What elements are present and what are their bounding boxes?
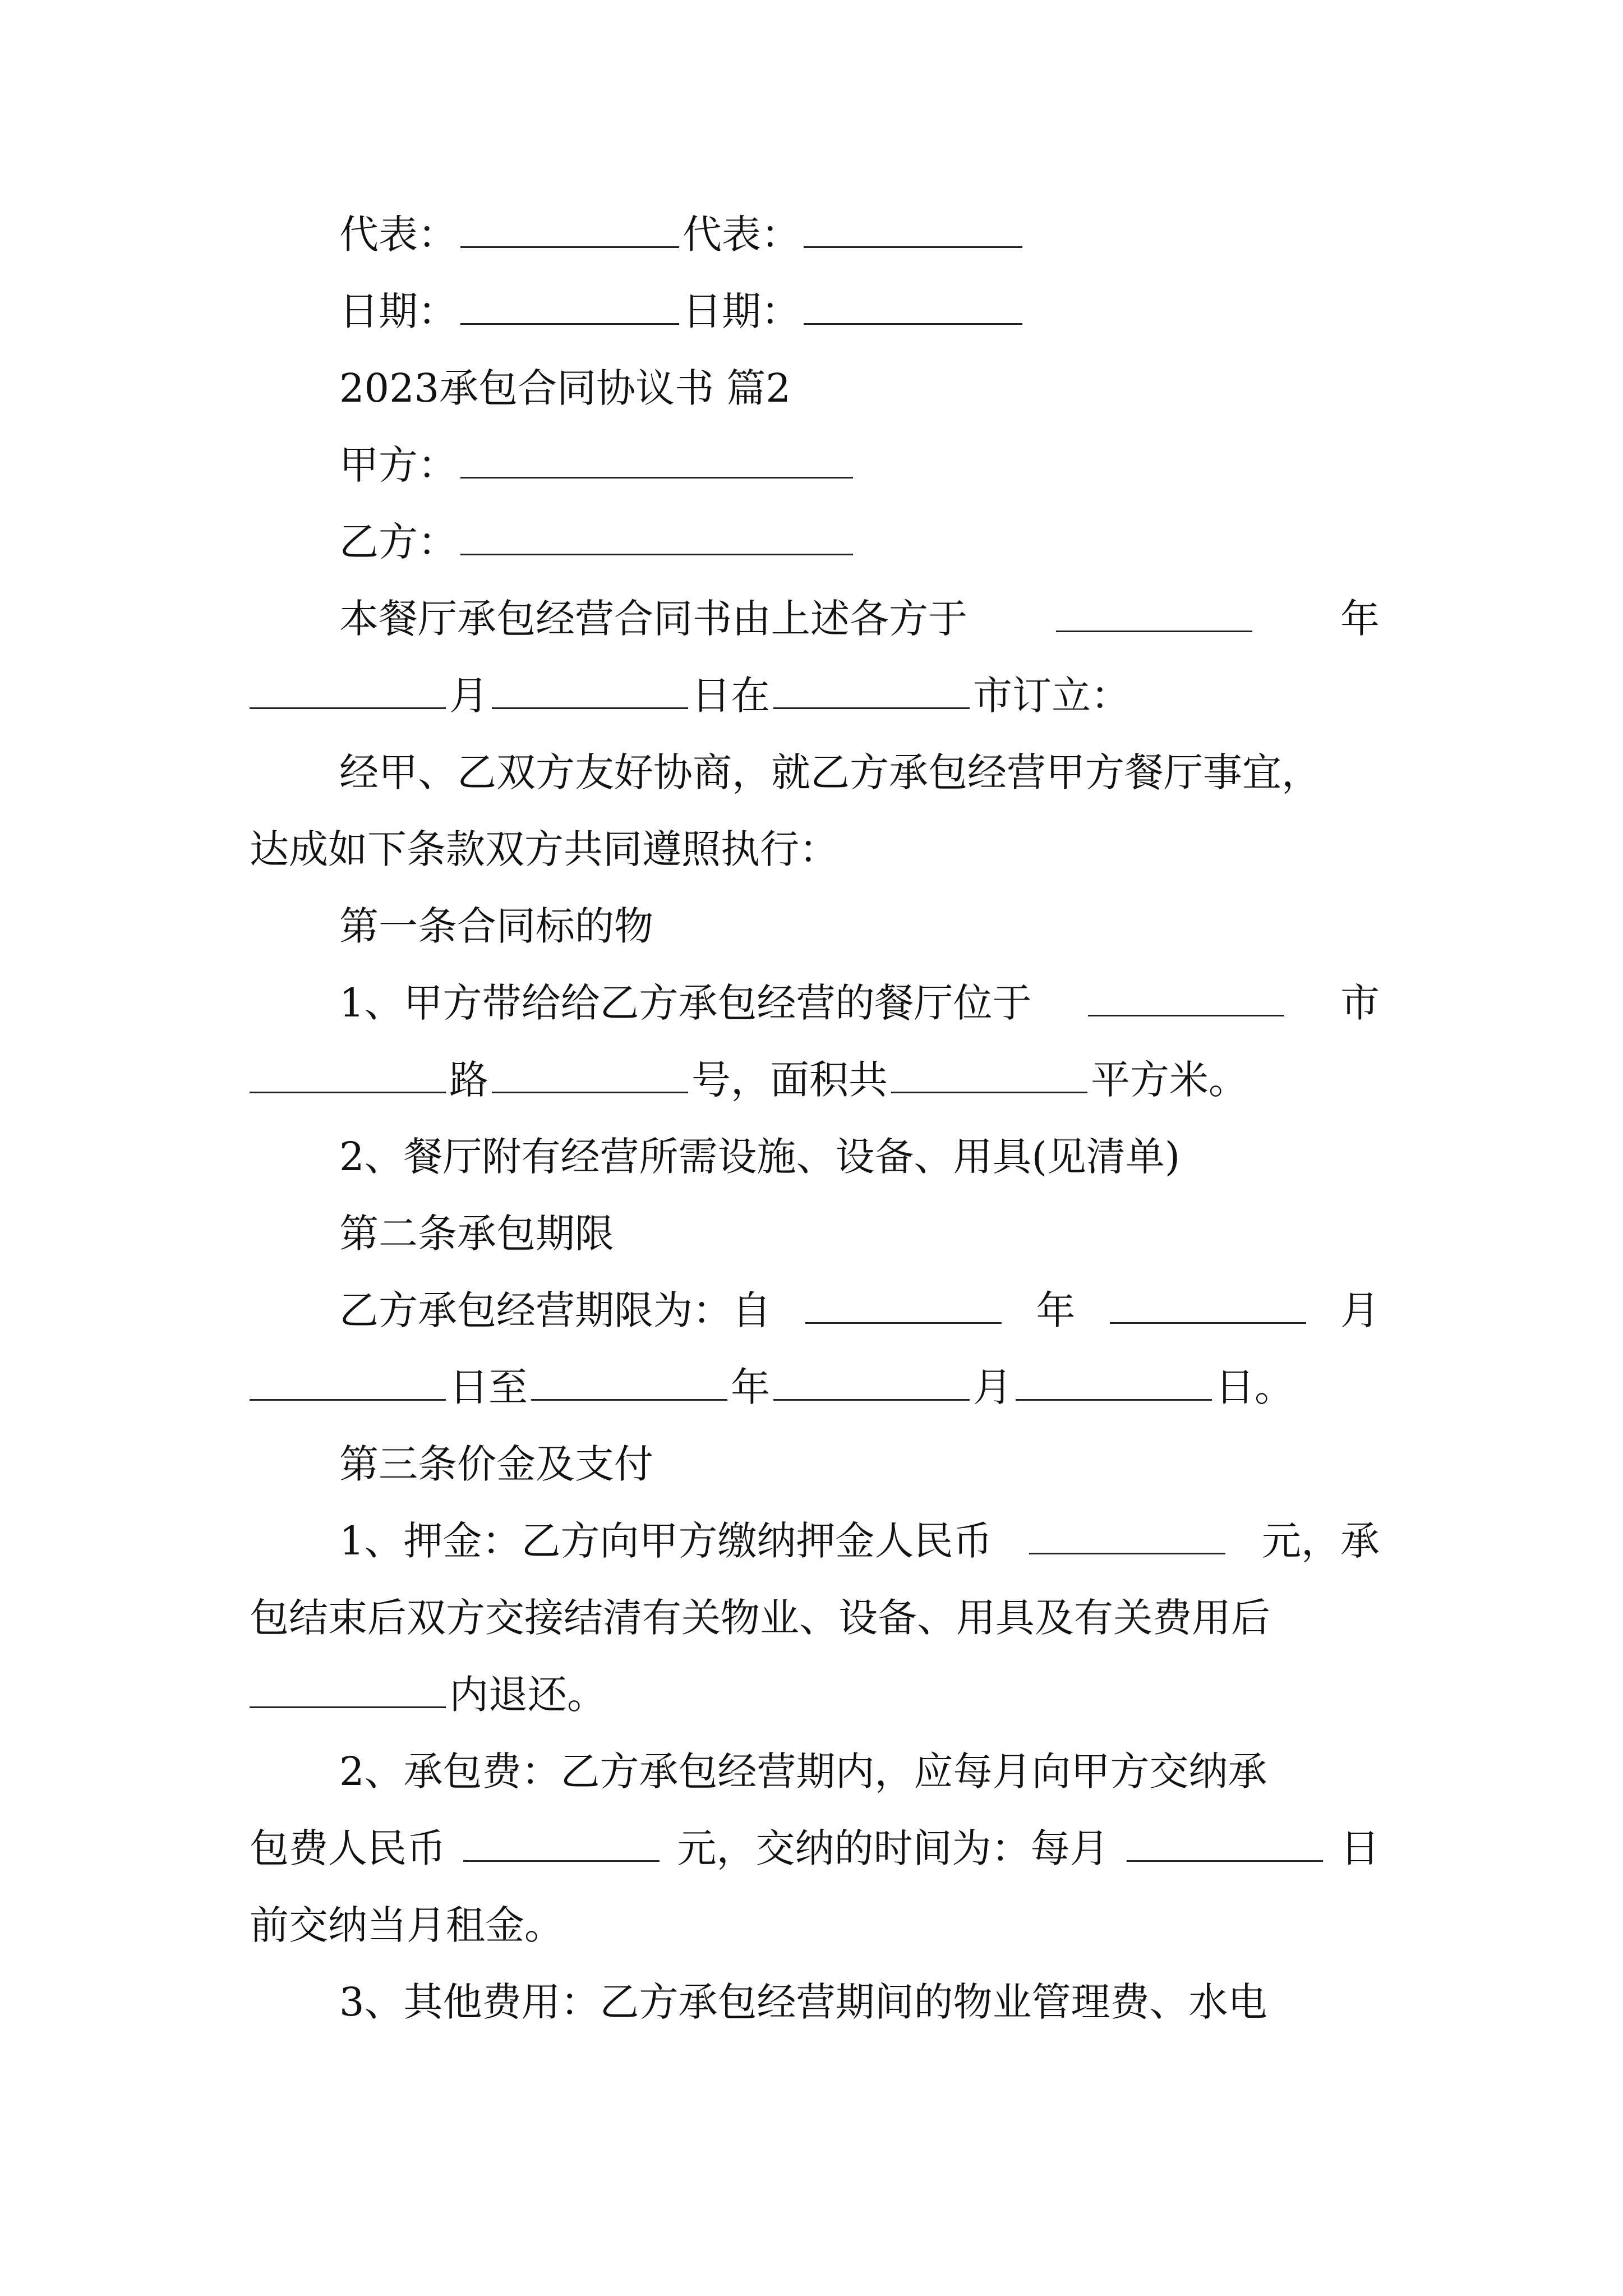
- article1-road: 路: [449, 1057, 488, 1103]
- intro-year-blank[interactable]: [1056, 595, 1252, 632]
- article3-fee-time: 元，交纳的时间为：每月: [677, 1825, 1109, 1871]
- article2-start-day-blank[interactable]: [250, 1364, 446, 1401]
- article2-end-month: 月: [973, 1364, 1012, 1410]
- date-label-b: 日期：: [683, 288, 800, 334]
- date-blank-a[interactable]: [460, 288, 679, 325]
- intro-year: 年: [1340, 596, 1380, 642]
- consult-line-1: 经甲、乙双方友好协商，就乙方承包经营甲方餐厅事宜，: [339, 749, 1321, 795]
- rep-blank-b[interactable]: [804, 211, 1022, 248]
- party-b-line: [339, 514, 1380, 570]
- party-a-line: [339, 437, 1380, 493]
- article3-deposit-line1: [339, 1513, 1380, 1569]
- rep-label-b: 代表：: [683, 211, 800, 257]
- article3-refund-period-blank[interactable]: [250, 1671, 446, 1708]
- article3-fee-day: 日: [1340, 1825, 1380, 1871]
- date-label-a: 日期：: [339, 288, 457, 334]
- article1-road-blank[interactable]: [250, 1056, 446, 1093]
- rep-blank-a[interactable]: [460, 211, 679, 248]
- article2-month: 月: [1340, 1287, 1380, 1333]
- party-a-label: 甲方：: [339, 442, 457, 488]
- article3-fee-line1: 2、承包费：乙方承包经营期内，应每月向甲方交纳承: [339, 1749, 1267, 1795]
- article1-city-blank[interactable]: [1088, 979, 1284, 1016]
- article3-other-line1: 3、其他费用：乙方承包经营期间的物业管理费、水电: [339, 1979, 1267, 2025]
- article2-start-month-blank[interactable]: [1110, 1287, 1306, 1324]
- article2-start-year-blank[interactable]: [805, 1287, 1002, 1324]
- article2-end-day: 日。: [1215, 1364, 1294, 1410]
- article1-item1-text: 1、甲方带给给乙方承包经营的餐厅位于: [339, 980, 1032, 1026]
- article2-end-year-blank[interactable]: [531, 1364, 727, 1401]
- intro-month-blank[interactable]: [250, 672, 446, 709]
- intro-line-2: [250, 668, 1380, 724]
- article1-area-blank[interactable]: [891, 1056, 1087, 1093]
- party-b-label: 乙方：: [339, 519, 457, 565]
- intro-text: 本餐厅承包经营合同书由上述各方于: [339, 596, 967, 642]
- article2-line2: [250, 1359, 1380, 1415]
- article1-item2: 2、餐厅附有经营所需设施、设备、用具(见清单): [339, 1134, 1181, 1180]
- article2-end-year: 年: [731, 1364, 770, 1410]
- intro-line-1: [339, 591, 1380, 647]
- article3-deposit-line2: 包结束后双方交接结清有关物业、设备、用具及有关费用后: [250, 1595, 1270, 1641]
- party-a-blank[interactable]: [460, 441, 853, 478]
- article2-day-to: 日至: [449, 1364, 528, 1410]
- date-blank-b[interactable]: [804, 288, 1022, 325]
- article2-line1: [339, 1282, 1380, 1338]
- article3-deposit-unit: 元，承: [1261, 1518, 1380, 1564]
- article1-item1-line1: [339, 975, 1380, 1031]
- date-signature-line: [339, 283, 1380, 339]
- intro-day-at: 日在: [691, 673, 770, 719]
- article3-fee-text: 包费人民币: [250, 1825, 446, 1871]
- article3-refund-text: 内退还。: [449, 1672, 606, 1718]
- article1-city: 市: [1340, 980, 1380, 1026]
- party-b-blank[interactable]: [460, 518, 853, 555]
- rep-signature-line: [339, 206, 1380, 263]
- intro-city: 市订立：: [973, 673, 1130, 719]
- article2-end-day-blank[interactable]: [1016, 1364, 1212, 1401]
- intro-day-blank[interactable]: [492, 672, 688, 709]
- article3-fee-line2: [250, 1820, 1380, 1876]
- article1-sqm: 平方米。: [1091, 1057, 1248, 1103]
- article2-title: 第二条承包期限: [339, 1211, 614, 1257]
- article1-number-blank[interactable]: [492, 1056, 688, 1093]
- article2-year: 年: [1036, 1287, 1076, 1333]
- article3-fee-line3: 前交纳当月租金。: [250, 1902, 564, 1948]
- article1-number-area: 号，面积共: [691, 1057, 888, 1103]
- article2-text: 乙方承包经营期限为：自: [339, 1287, 771, 1333]
- article3-deposit-amount-blank[interactable]: [1029, 1517, 1225, 1554]
- article3-deposit-line3: [250, 1667, 1380, 1723]
- consult-line-2: 达成如下条款双方共同遵照执行：: [250, 826, 838, 872]
- contract-heading: 2023承包合同协议书 篇2: [339, 365, 791, 411]
- article2-end-month-blank[interactable]: [773, 1364, 970, 1401]
- intro-city-blank[interactable]: [773, 672, 970, 709]
- intro-month: 月: [449, 673, 488, 719]
- article1-item1-line2: [250, 1052, 1380, 1108]
- article3-fee-day-blank[interactable]: [1127, 1825, 1323, 1862]
- article3-title: 第三条价金及支付: [339, 1441, 653, 1487]
- article1-title: 第一条合同标的物: [339, 903, 653, 949]
- article3-fee-amount-blank[interactable]: [463, 1825, 660, 1862]
- rep-label-a: 代表：: [339, 211, 457, 257]
- article3-deposit-text: 1、押金：乙方向甲方缴纳押金人民币: [339, 1518, 993, 1564]
